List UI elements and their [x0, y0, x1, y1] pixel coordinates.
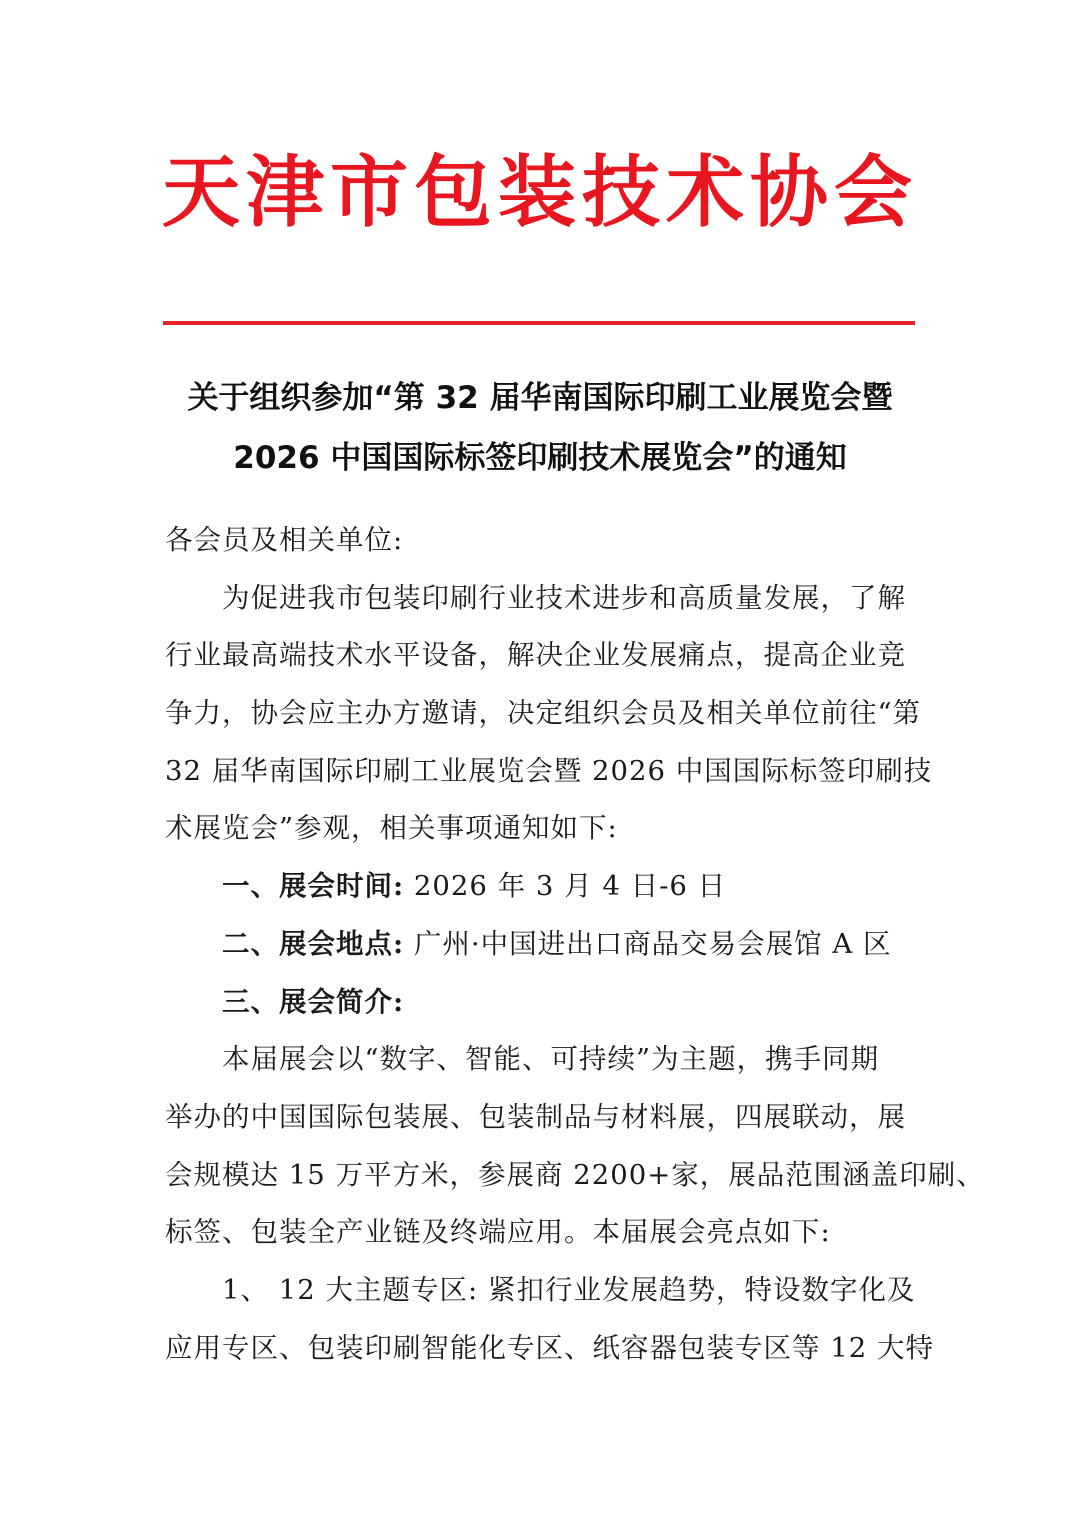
paragraph-line: 举办的中国国际包装展、包装制品与材料展，四展联动，展 [165, 1100, 906, 1133]
paragraph-line: 本届展会以“数字、智能、可持续”为主题，携手同期 [222, 1043, 880, 1076]
section-label: 一、展会时间: [222, 870, 405, 903]
title-line-1: 关于组织参加“第 32 届华南国际印刷工业展览会暨 [187, 380, 893, 416]
document-title [150, 368, 930, 488]
paragraph-line: 行业最高端技术水平设备，解决企业发展痛点，提高企业竞 [165, 639, 906, 672]
paragraph-line: 应用专区、包装印刷智能化专区、纸容器包装专区等 12 大特 [165, 1331, 934, 1364]
paragraph-line: 术展览会”参观，相关事项通知如下: [165, 812, 618, 845]
paragraph-line: 标签、包装全产业链及终端应用。本届展会亮点如下: [165, 1216, 831, 1249]
title-line-2: 2026 中国国际标签印刷技术展览会”的通知 [233, 440, 847, 476]
paragraph-line: 会规模达 15 万平方米，参展商 2200+家，展品范围涵盖印刷、 [165, 1158, 985, 1191]
document-body [165, 512, 985, 1377]
paragraph-line: 争力，协会应主办方邀请，决定组织会员及相关单位前往“第 [165, 697, 922, 730]
section-label: 三、展会简介: [222, 985, 405, 1018]
section-label: 二、展会地点: [222, 927, 405, 960]
section-value: 2026 年 3 月 4 日-6 日 [404, 870, 727, 903]
section-exhibition-time [165, 858, 925, 916]
salutation: 各会员及相关单位: [165, 524, 404, 556]
section-value: 广州·中国进出口商品交易会展馆 A 区 [404, 927, 892, 960]
paragraph-line: 为促进我市包装印刷行业技术进步和高质量发展，了解 [222, 581, 906, 614]
paragraph-line: 32 届华南国际印刷工业展览会暨 2026 中国国际标签印刷技 [165, 754, 933, 787]
organization-header: 天津市包装技术协会 [161, 147, 918, 238]
header-divider [163, 321, 915, 325]
section-exhibition-venue [165, 916, 925, 974]
paragraph-line: 1、 12 大主题专区: 紧扣行业发展趋势，特设数字化及 [222, 1273, 916, 1306]
section-exhibition-intro [165, 974, 925, 1032]
